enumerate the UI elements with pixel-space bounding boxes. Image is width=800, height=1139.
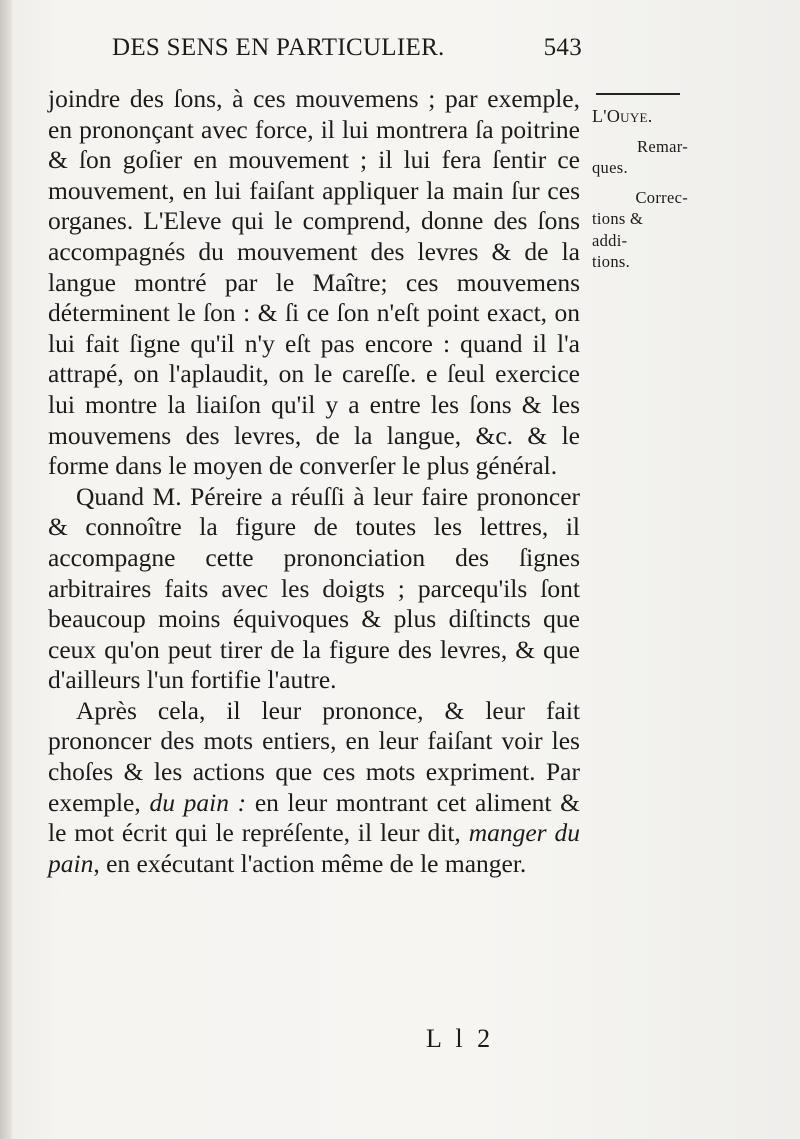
margin-notes	[592, 106, 688, 273]
paragraph-3-part-a: Après cela, il leur prononce, & leur fait prononcer des mots entiers, en leur faiſant voir les choſes & les actions que ces mots expriment. Par exemple,	[48, 695, 580, 817]
margin-note-corrections-4: tions.	[592, 252, 631, 271]
margin-note-corrections-1: Correc-	[635, 187, 688, 207]
margin-note-corrections-3: addi-	[592, 230, 628, 250]
main-text	[48, 84, 580, 879]
margin-note-remarques-1: Remar-	[637, 136, 688, 156]
margin-rule	[596, 93, 680, 95]
margin-note-ouye: L'Ouye.	[592, 106, 653, 126]
margin-note-corrections-2: tions &	[592, 209, 644, 228]
paragraph-3-part-c: , en exécutant l'action même de le manger.	[93, 848, 527, 878]
italic-manger-du-pain: manger du pain	[48, 818, 580, 878]
paragraph-3-part-b: en leur montrant cet aliment & le mot écrit qui le repréſente, il leur dit,	[48, 787, 581, 848]
paragraph-1: joindre des ſons, à ces mouvemens ; par exemple, en prononçant avec force, il lui montrera ſa poitrine & ſon goſier en mouvement ; il lui fera ſentir ce mouvement, en lui faiſant appliquer la main ſur ces organes. L'Eleve qui le comprend, donne des ſons accompagnés du mouvement des levres & de la langue montré par le Maître; ces mouvemens déterminent le ſon : & ſi ce ſon n'eſt point exact, on lui fait ſigne qu'il n'y eſt pas encore : quand il l'a attrapé, on l'aplaudit, on le careſſe. e ſeul exercice lui montre la liaiſon qu'il y a entre les ſons & les mouvemens des levres, de la langue, &c. & le forme dans le moyen de converſer le plus général.	[48, 84, 580, 481]
page-edge-shadow	[0, 0, 12, 1139]
running-title: DES SENS EN PARTICULIER.	[112, 34, 445, 61]
page-number: 543	[543, 34, 582, 61]
italic-du-pain: du pain :	[149, 787, 247, 817]
running-header	[112, 34, 582, 62]
signature-mark: L l 2	[426, 1024, 495, 1053]
paragraph-2: Quand M. Péreire a réuſſi à leur faire prononcer & connoître la figure de toutes les lettres, il accompagne cette prononciation des ſignes arbitraires faits avec les doigts ; parcequ'ils ſont beaucoup moins équivoques & plus diſtincts que ceux qu'on peut tirer de la figure des levres, & que d'ailleurs l'un fortifie l'autre.	[48, 481, 580, 695]
margin-note-remarques-2: ques.	[592, 158, 628, 177]
paragraph-3	[48, 696, 580, 880]
